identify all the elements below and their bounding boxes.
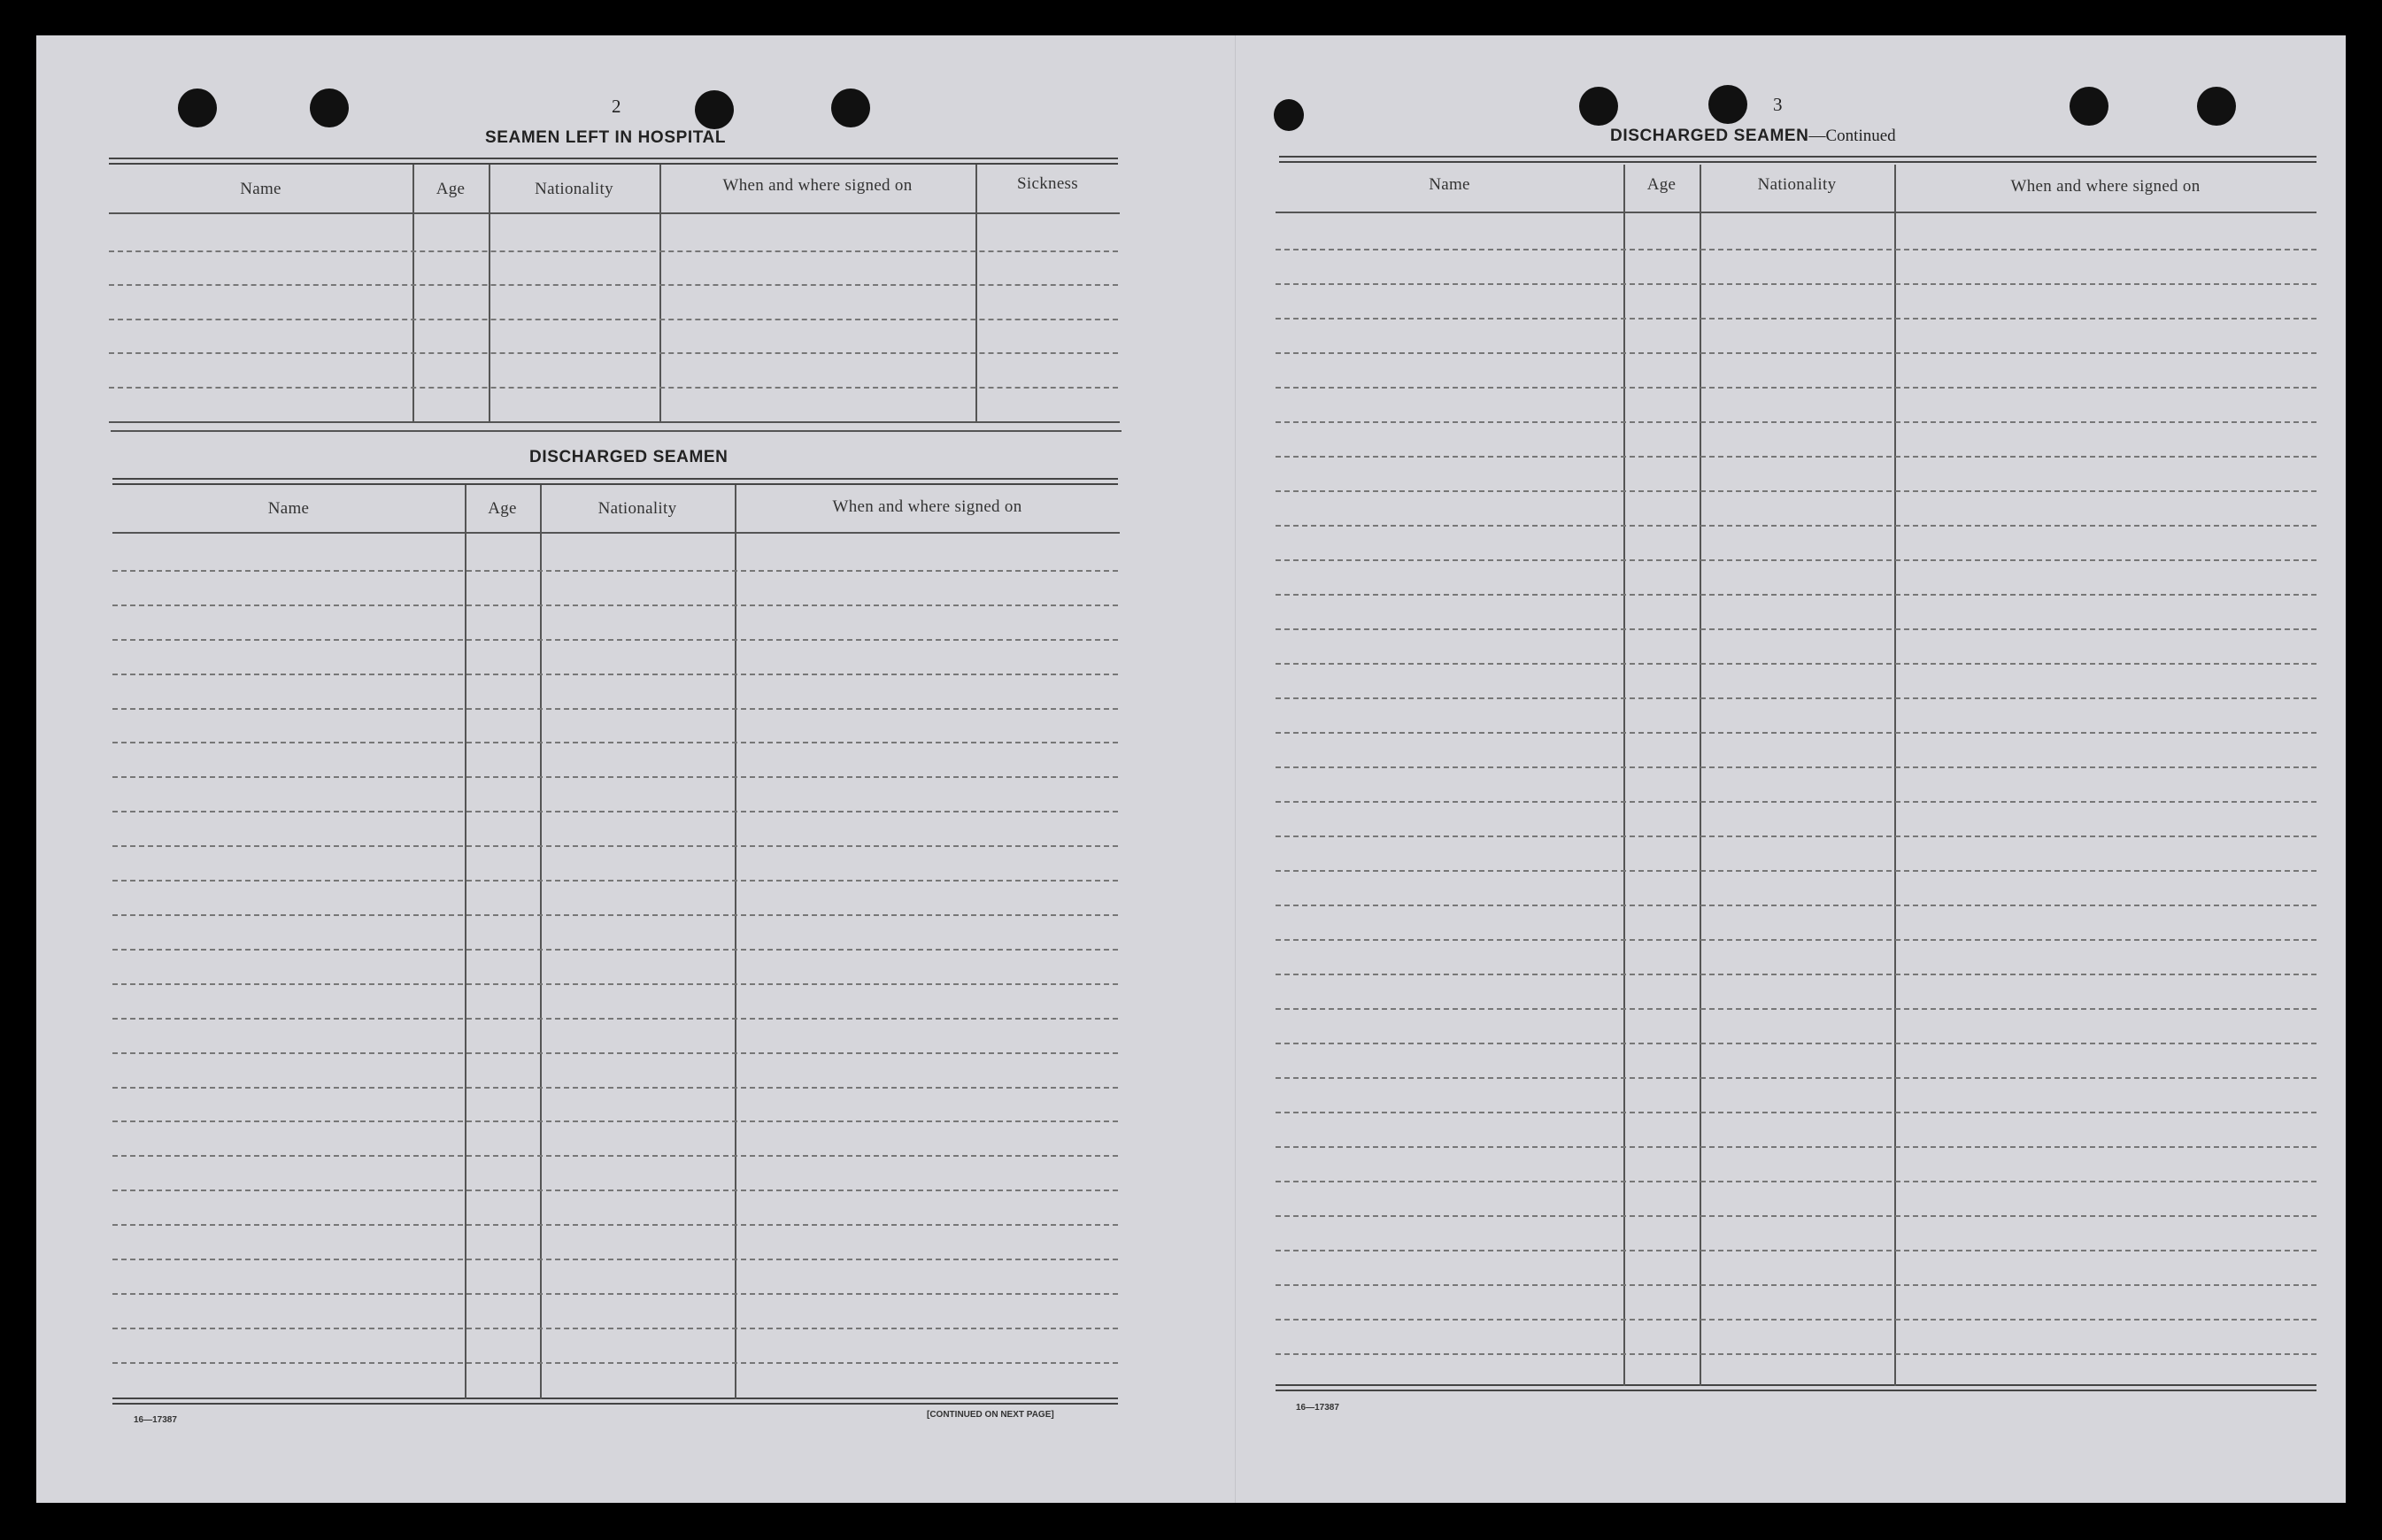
column-header-nationality: Nationality bbox=[597, 499, 677, 518]
table-bottom-rule bbox=[112, 1398, 1118, 1405]
section-title-main: DISCHARGED SEAMEN bbox=[1610, 127, 1809, 145]
table-row bbox=[112, 1362, 1118, 1364]
table-header-rule bbox=[112, 532, 1120, 534]
table-row bbox=[109, 319, 1118, 320]
table-row bbox=[112, 1087, 1118, 1089]
table-header-rule bbox=[109, 212, 1120, 214]
continued-note: [CONTINUED ON NEXT PAGE] bbox=[927, 1410, 1054, 1420]
table-row bbox=[1276, 318, 2316, 320]
table-row bbox=[1276, 697, 2316, 699]
table-row bbox=[112, 639, 1118, 641]
column-divider bbox=[1700, 165, 1701, 1386]
column-divider bbox=[975, 165, 977, 421]
document-spread bbox=[36, 35, 2346, 1503]
column-divider bbox=[735, 485, 736, 1399]
table-row bbox=[112, 1052, 1118, 1054]
table-row bbox=[1276, 663, 2316, 665]
column-header-age: Age bbox=[1646, 175, 1677, 194]
table-row bbox=[112, 776, 1118, 778]
table-row bbox=[1276, 870, 2316, 872]
table-top-rule bbox=[109, 158, 1118, 165]
column-divider bbox=[489, 165, 490, 421]
table-row bbox=[1276, 1215, 2316, 1217]
column-header-nationality: Nationality bbox=[535, 180, 613, 198]
section-separator-rule bbox=[111, 430, 1122, 432]
table-bottom-rule bbox=[109, 421, 1120, 423]
table-row bbox=[1276, 1043, 2316, 1044]
table-row bbox=[112, 570, 1118, 572]
table-row bbox=[1276, 801, 2316, 803]
punch-hole bbox=[2197, 87, 2236, 126]
table-row bbox=[1276, 525, 2316, 527]
table-row bbox=[1276, 559, 2316, 561]
table-row bbox=[112, 1120, 1118, 1122]
table-row bbox=[112, 1293, 1118, 1295]
table-row bbox=[1276, 835, 2316, 837]
column-header-signed-on: When and where signed on bbox=[722, 176, 913, 195]
punch-hole bbox=[2070, 87, 2108, 126]
page-fold bbox=[1235, 35, 1236, 1503]
table-top-rule bbox=[1279, 156, 2316, 163]
table-row bbox=[1276, 283, 2316, 285]
table-row bbox=[1276, 456, 2316, 458]
section-title-discharged-continued bbox=[1610, 127, 1896, 146]
column-divider bbox=[1623, 165, 1625, 1386]
table-row bbox=[112, 949, 1118, 951]
column-header-sickness: Sickness bbox=[1017, 174, 1078, 193]
table-row bbox=[1276, 732, 2316, 734]
table-row bbox=[112, 708, 1118, 710]
column-header-signed-on: When and where signed on bbox=[2010, 177, 2201, 196]
table-row bbox=[109, 352, 1118, 354]
table-row bbox=[1276, 1112, 2316, 1113]
column-divider bbox=[540, 485, 542, 1399]
table-row bbox=[112, 880, 1118, 882]
section-title-discharged: DISCHARGED SEAMEN bbox=[529, 448, 728, 466]
column-divider bbox=[412, 165, 414, 421]
table-row bbox=[109, 250, 1118, 252]
punch-hole bbox=[831, 89, 870, 127]
table-row bbox=[112, 1328, 1118, 1329]
table-row bbox=[1276, 939, 2316, 941]
table-row bbox=[112, 604, 1118, 606]
column-header-name: Name bbox=[1429, 175, 1470, 194]
table-row bbox=[1276, 387, 2316, 389]
table-row bbox=[1276, 1319, 2316, 1321]
column-header-nationality: Nationality bbox=[1757, 175, 1837, 194]
table-row bbox=[112, 811, 1118, 812]
page-number: 3 bbox=[1773, 94, 1783, 115]
form-number: 16—17387 bbox=[134, 1415, 177, 1425]
column-divider bbox=[659, 165, 661, 421]
table-row bbox=[1276, 628, 2316, 630]
column-header-age: Age bbox=[488, 499, 517, 518]
table-row bbox=[1276, 421, 2316, 423]
table-row bbox=[109, 387, 1118, 389]
column-header-signed-on: When and where signed on bbox=[832, 497, 1022, 516]
table-row bbox=[1276, 1181, 2316, 1182]
table-row bbox=[112, 742, 1118, 743]
table-row bbox=[1276, 249, 2316, 250]
punch-hole bbox=[1274, 99, 1304, 131]
punch-hole bbox=[178, 89, 217, 127]
column-header-name: Name bbox=[240, 180, 281, 198]
table-row bbox=[1276, 1077, 2316, 1079]
section-title-hospital: SEAMEN LEFT IN HOSPITAL bbox=[485, 128, 727, 147]
table-row bbox=[1276, 1250, 2316, 1251]
punch-hole bbox=[695, 90, 734, 129]
table-row bbox=[1276, 594, 2316, 596]
column-header-age: Age bbox=[436, 180, 466, 198]
column-header-name: Name bbox=[267, 499, 310, 518]
table-row bbox=[112, 983, 1118, 985]
column-divider bbox=[465, 485, 466, 1399]
table-row bbox=[112, 914, 1118, 916]
table-row bbox=[1276, 1008, 2316, 1010]
table-row bbox=[1276, 974, 2316, 975]
table-row bbox=[1276, 1146, 2316, 1148]
table-bottom-rule bbox=[1276, 1384, 2316, 1391]
table-row bbox=[1276, 905, 2316, 906]
form-number: 16—17387 bbox=[1296, 1403, 1339, 1413]
table-row bbox=[112, 1190, 1118, 1191]
punch-hole bbox=[1708, 85, 1747, 124]
table-row bbox=[1276, 766, 2316, 768]
page-number: 2 bbox=[612, 96, 621, 117]
section-title-suffix: —Continued bbox=[1808, 127, 1896, 145]
table-row bbox=[112, 674, 1118, 675]
table-row bbox=[112, 1259, 1118, 1260]
punch-hole bbox=[1579, 87, 1618, 126]
table-row bbox=[1276, 1284, 2316, 1286]
table-row bbox=[112, 845, 1118, 847]
table-row bbox=[1276, 490, 2316, 492]
table-header-rule bbox=[1276, 212, 2316, 213]
table-row bbox=[112, 1018, 1118, 1020]
column-divider bbox=[1894, 165, 1896, 1386]
table-row bbox=[1276, 352, 2316, 354]
table-row bbox=[1276, 1353, 2316, 1355]
table-row bbox=[109, 284, 1118, 286]
table-top-rule bbox=[112, 478, 1118, 485]
table-row bbox=[112, 1155, 1118, 1157]
table-row bbox=[112, 1224, 1118, 1226]
punch-hole bbox=[310, 89, 349, 127]
